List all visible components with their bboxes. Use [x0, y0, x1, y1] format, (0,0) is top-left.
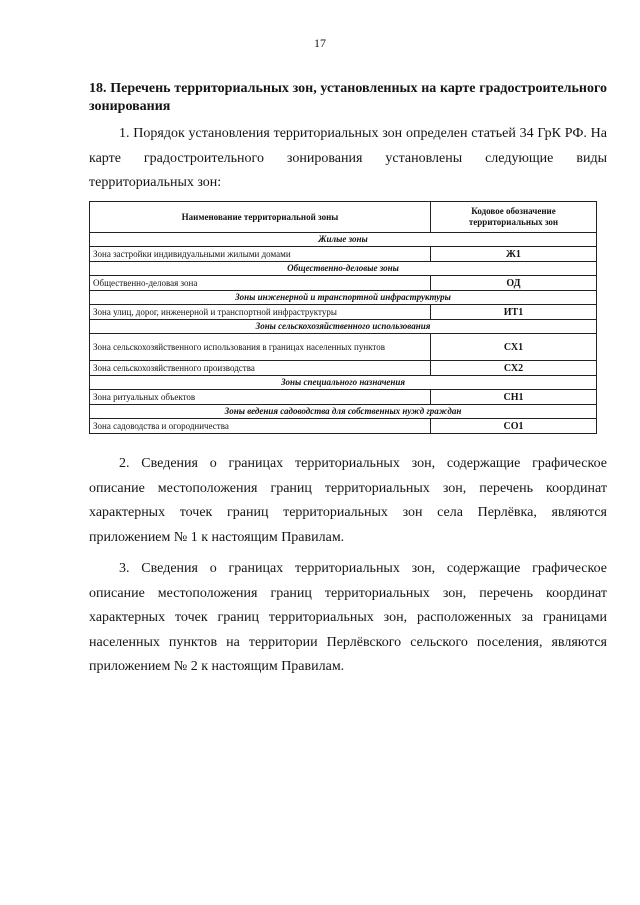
zone-code: ОД	[431, 276, 597, 291]
group-title: Зоны специального назначения	[90, 376, 597, 390]
header-zone-code: Кодовое обозначение территориальных зон	[431, 202, 597, 233]
group-row	[90, 405, 597, 419]
table-row	[90, 390, 597, 405]
table-row	[90, 305, 597, 320]
zone-code: Ж1	[431, 247, 597, 262]
paragraph-3: 3. Сведения о границах территориальных зон, содержащие графическое описание местоположения границ территориальных зон, перечень координат характерных точек границ территориальных зон, расположенных за границами населенных пунктов на территории Перлёвского сельского поселения, являются приложением № 2 к настоящим Правилам.	[89, 561, 607, 674]
section-heading: 18. Перечень территориальных зон, установленных на карте градостроительного зонирования	[89, 81, 607, 114]
zone-code: СН1	[431, 390, 597, 405]
group-row	[90, 262, 597, 276]
table-row	[90, 361, 597, 376]
header-zone-name: Наименование территориальной зоны	[90, 202, 431, 233]
zone-name: Зона сельскохозяйственного производства	[90, 361, 431, 376]
table-row	[90, 419, 597, 434]
table-row	[90, 334, 597, 361]
zone-name: Зона сельскохозяйственного использования в границах населенных пунктов	[90, 334, 431, 361]
zone-code: СХ1	[431, 334, 597, 361]
group-row	[90, 376, 597, 390]
zone-name: Зона ритуальных объектов	[90, 390, 431, 405]
zone-code: СХ2	[431, 361, 597, 376]
zone-code: СО1	[431, 419, 597, 434]
group-title: Зоны ведения садоводства для собственных нужд граждан	[90, 405, 597, 419]
group-row	[90, 233, 597, 247]
zone-name: Зона улиц, дорог, инженерной и транспортной инфраструктуры	[90, 305, 431, 320]
zones-table	[89, 201, 597, 434]
group-title: Зоны сельскохозяйственного использования	[90, 320, 597, 334]
paragraph-1: 1. Порядок установления территориальных зон определен статьей 34 ГрК РФ. На карте градостроительного зонирования установлены следующие виды территориальных зон:	[89, 126, 607, 190]
page-number: 17	[314, 36, 326, 50]
group-title: Зоны инженерной и транспортной инфраструктуры	[90, 291, 597, 305]
paragraph-2: 2. Сведения о границах территориальных зон, содержащие графическое описание местоположения границ территориальных зон, перечень координат характерных точек границ территориальных зон села Перлёвка, являются приложением № 1 к настоящим Правилам.	[89, 456, 607, 545]
zone-name: Общественно-деловая зона	[90, 276, 431, 291]
group-title: Жилые зоны	[90, 233, 597, 247]
table-row	[90, 247, 597, 262]
table-row	[90, 276, 597, 291]
zone-name: Зона застройки индивидуальными жилыми домами	[90, 247, 431, 262]
group-row	[90, 320, 597, 334]
table-header-row	[90, 202, 597, 233]
zone-code: ИТ1	[431, 305, 597, 320]
group-row	[90, 291, 597, 305]
group-title: Общественно-деловые зоны	[90, 262, 597, 276]
zone-name: Зона садоводства и огородничества	[90, 419, 431, 434]
